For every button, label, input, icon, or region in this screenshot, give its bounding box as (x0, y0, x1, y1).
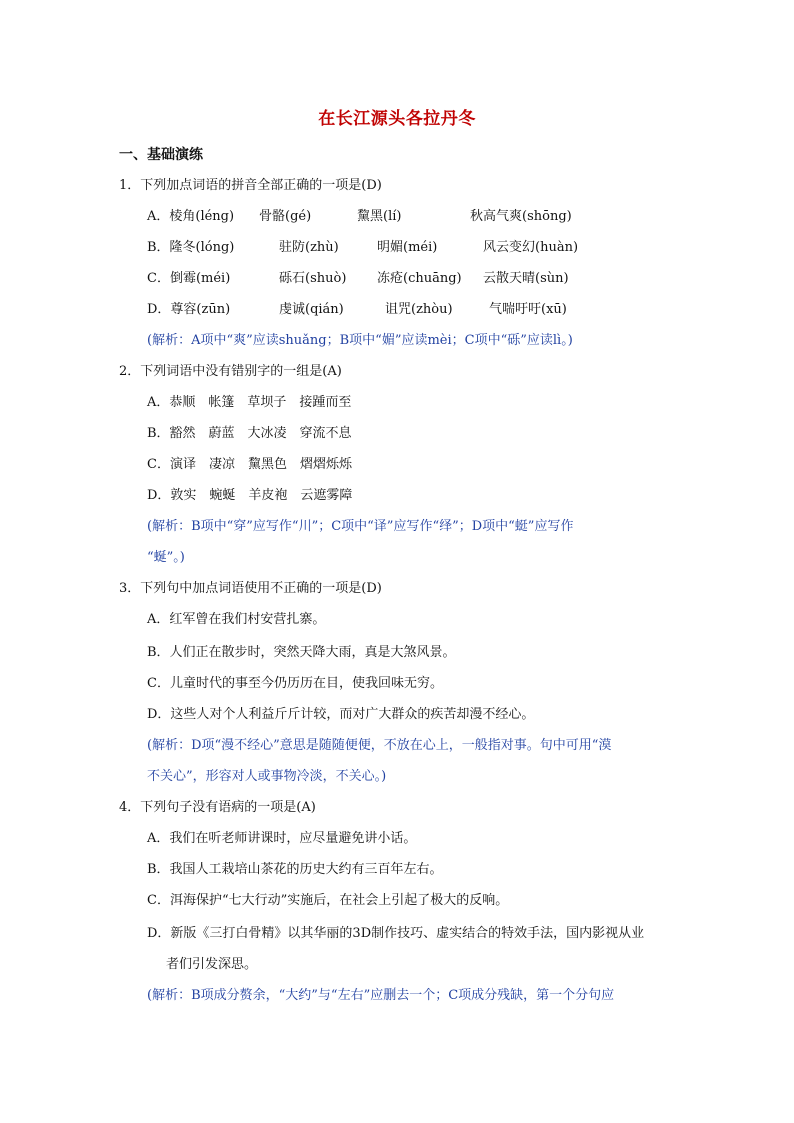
question-4-explanation-line-1: (解析：B项成分赘余，“大约”与“左右”应删去一个；C项成分残缺，第一个分句应 (147, 988, 615, 1003)
question-4-option-c: C．洱海保护“七大行动”实施后，在社会上引起了极大的反响。 (147, 893, 509, 908)
q1-b-term-2: 驻防(zhù) (279, 240, 339, 255)
q1-b-term-4: 风云变幻(huàn) (483, 240, 579, 255)
question-3-explanation-line-2: 不关心”，形容对人或事物冷淡，不关心。) (147, 769, 387, 784)
q1-a-term-1: A．棱角(léng) (147, 209, 235, 224)
question-3-option-d: D．这些人对个人利益斤斤计较，而对广大群众的疾苦却漫不经心。 (147, 707, 535, 722)
q1-b-term-1: B．隆冬(lóng) (147, 240, 235, 255)
q1-c-term-4: 云散天晴(sùn) (483, 271, 569, 286)
question-4-option-b: B．我国人工栽培山茶花的历史大约有三百年左右。 (147, 862, 443, 877)
question-2-explanation-line-1: (解析：B项中“穿”应写作“川”；C项中“译”应写作“绎”；D项中“蜓”应写作 (147, 519, 574, 534)
q1-d-term-4: 气喘吁吁(xū) (489, 302, 567, 317)
q1-a-term-2: 骨骼(gé) (259, 209, 312, 224)
q1-d-term-2: 虔诚(qián) (279, 302, 344, 317)
section-heading: 一、基础演练 (119, 147, 203, 163)
q1-a-term-3: 黧黑(lí) (357, 209, 402, 224)
q1-b-term-3: 明媚(méi) (377, 240, 438, 255)
question-4-option-a: A．我们在听老师讲课时，应尽量避免讲小话。 (147, 831, 417, 846)
q1-d-term-3: 诅咒(zhòu) (385, 302, 453, 317)
question-3-option-b: B．人们正在散步时，突然天降大雨，真是大煞风景。 (147, 645, 456, 660)
question-3-explanation-line-1: (解析：D项“漫不经心”意思是随随便便，不放在心上，一般指对事。句中可用“漠 (147, 738, 612, 753)
q1-c-term-3: 冻疮(chuāng) (377, 271, 462, 286)
question-2-stem: 2．下列词语中没有错别字的一组是(A) (119, 364, 342, 379)
q1-d-term-1: D．尊容(zūn) (147, 302, 231, 317)
question-3-stem: 3．下列句中加点词语使用不正确的一项是(D) (119, 581, 382, 596)
question-3-option-c: C．儿童时代的事至今仍历历在目，使我回味无穷。 (147, 676, 443, 691)
question-4-stem: 4．下列句子没有语病的一项是(A) (119, 800, 316, 815)
question-1-explanation: (解析：A项中“爽”应读shuǎng；B项中“媚”应读mèi；C项中“砾”应读lì。) (147, 333, 573, 348)
q1-c-term-1: C．倒霉(méi) (147, 271, 231, 286)
question-3-option-a: A．红军曾在我们村安营扎寨。 (147, 612, 326, 627)
page-title: 在长江源头各拉丹冬 (318, 109, 476, 129)
question-2-option-c: C．演译 凄凉 黧黑色 熠熠烁烁 (147, 457, 352, 472)
question-2-option-b: B．豁然 蔚蓝 大冰凌 穿流不息 (147, 426, 352, 441)
question-2-option-d: D．敦实 蜿蜒 羊皮袍 云遮雾障 (147, 488, 353, 503)
question-4-option-d-line-1: D．新版《三打白骨精》以其华丽的3D制作技巧、虚实结合的特效手法，国内影视从业 (147, 926, 645, 941)
question-1-stem: 1．下列加点词语的拼音全部正确的一项是(D) (119, 178, 382, 193)
q1-a-term-4: 秋高气爽(shōng) (470, 209, 572, 224)
question-4-option-d-line-2: 者们引发深思。 (166, 957, 258, 972)
question-2-explanation-line-2: “蜒”。) (147, 550, 185, 565)
question-2-option-a: A．恭顺 帐篷 草坝子 接踵而至 (147, 395, 352, 410)
q1-c-term-2: 砾石(shuò) (279, 271, 347, 286)
